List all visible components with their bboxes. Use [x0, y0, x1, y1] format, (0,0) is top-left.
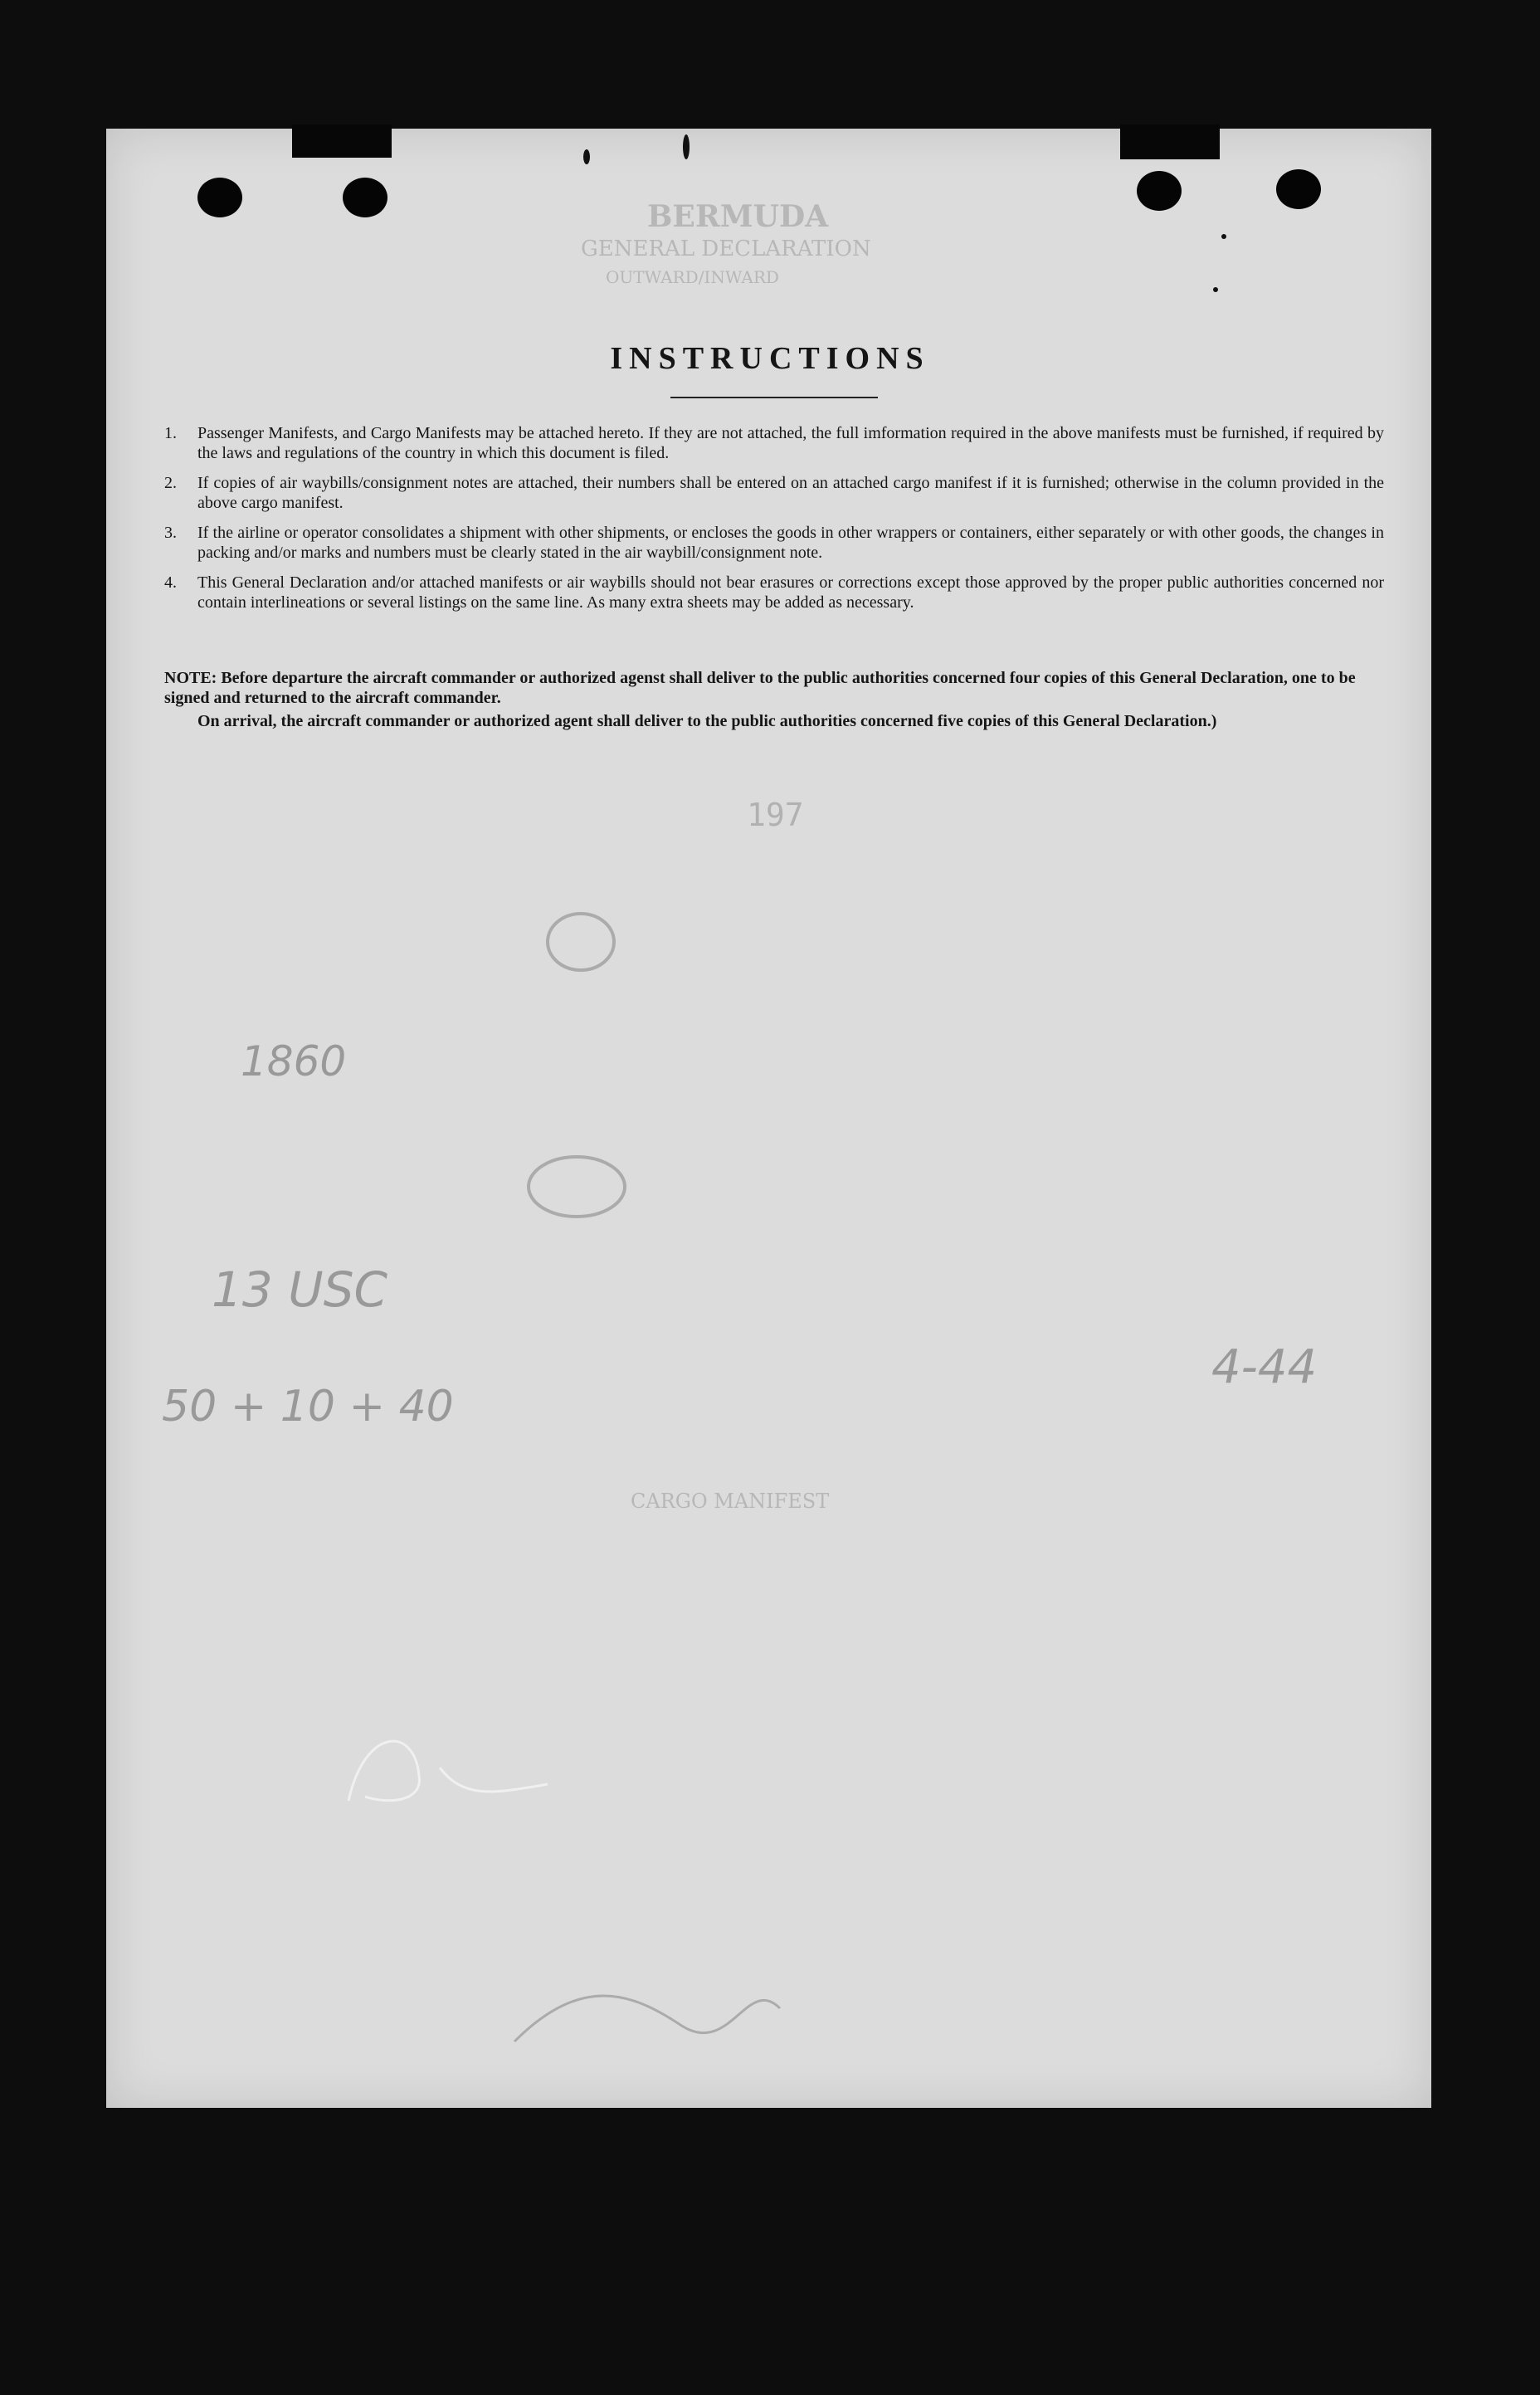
item-text: Passenger Manifests, and Cargo Manifests may be attached hereto. If they are not attached, the full imformation required in the above manifests must be furnished, if required by the laws and regulations of the country in which this document is filed. [197, 424, 1384, 462]
item-text: If copies of air waybills/consignment notes are attached, their numbers shall be entered on an attached cargo manifest if it is furnished; otherwise in the column provided in the above cargo manifest. [197, 474, 1384, 512]
item-text: If the airline or operator consolidates a shipment with other shipments, or encloses the goods in other wrappers or containers, either separately or with other goods, the changes in packing and/or marks and numbers must be clearly stated in the air waybill/consignment note. [197, 524, 1384, 562]
show-through-header: OUTWARD/INWARD [606, 267, 779, 287]
item-number: 3. [164, 524, 177, 542]
page-title: INSTRUCTIONS [610, 341, 930, 376]
list-item [164, 473, 1384, 513]
note-arrival: On arrival, the aircraft commander or authorized agent shall deliver to the public authorities concerned five copies of this General Declaration.) [197, 712, 1217, 730]
show-through-heading: CARGO MANIFEST [631, 1490, 830, 1513]
item-number: 4. [164, 573, 177, 592]
note-block [164, 668, 1384, 731]
punch-hole [197, 178, 242, 217]
handwritten-mark: 50 + 10 + 40 [162, 1382, 454, 1432]
handwritten-mark: 13 USC [212, 1261, 388, 1318]
title-underline [670, 397, 878, 398]
note-departure [164, 668, 1384, 708]
punch-hole [343, 178, 387, 217]
list-item [164, 573, 1384, 612]
handwritten-mark: 197 [747, 797, 804, 833]
item-number: 2. [164, 474, 177, 492]
dust-speck [1213, 287, 1218, 292]
instructions-list [164, 423, 1384, 622]
item-number: 1. [164, 424, 177, 442]
list-item [164, 523, 1384, 563]
punch-hole [1137, 171, 1182, 211]
list-item [164, 423, 1384, 463]
note-label: NOTE: [164, 669, 217, 687]
dust-speck [1221, 234, 1226, 239]
handwritten-mark: 4-44 [1211, 1340, 1318, 1394]
note-departure-text: Before departure the aircraft commander or authorized agenst shall deliver to the public authorities concerned four copies of this General Declaration, one to be signed and returned to the aircraft commander. [164, 669, 1356, 707]
dust-speck [683, 134, 690, 159]
item-text: This General Declaration and/or attached manifests or air waybills should not bear erasures or corrections except those approved by the proper public authorities concerned nor contain interlineations or several listings on the same line. As many extra sheets may be added as necessary. [197, 573, 1384, 612]
show-through-header: BERMUDA [647, 199, 829, 234]
binder-clip-left [292, 124, 392, 158]
punch-hole [1276, 169, 1321, 209]
handwritten-mark: 1860 [241, 1037, 347, 1085]
show-through-header: GENERAL DECLARATION [581, 237, 871, 261]
binder-clip-right [1120, 124, 1220, 159]
dust-speck [583, 149, 590, 164]
